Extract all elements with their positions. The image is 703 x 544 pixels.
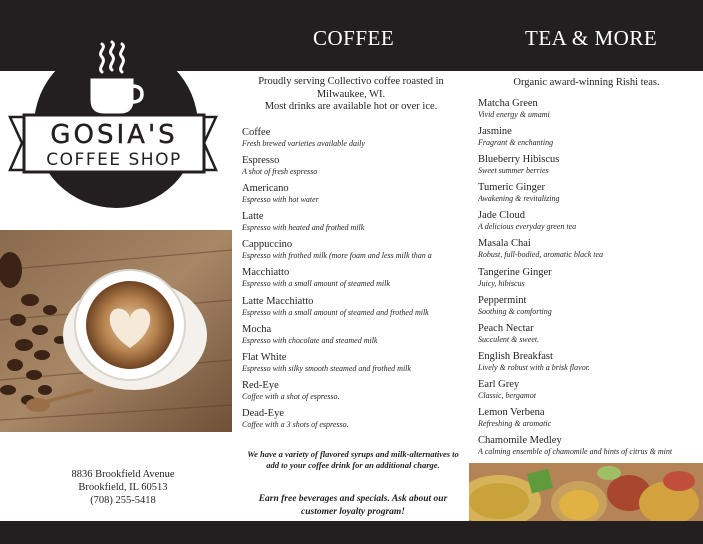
item-name: Americano (242, 183, 289, 195)
item-description: Espresso with hot water (242, 195, 319, 205)
item-description: Espresso with frothed milk (more foam and less milk than a (242, 251, 432, 261)
address-phone: (708) 255-5418 (90, 495, 156, 506)
tea-item (478, 406, 703, 434)
logo-subtitle: COFFEE SHOP (46, 150, 182, 170)
coffee-item (242, 323, 467, 351)
loyalty-note-line: customer loyalty program! (301, 506, 405, 517)
item-name: Dead-Eye (242, 407, 284, 419)
coffee-menu (242, 126, 467, 435)
syrup-note-line: add to your coffee drink for an additional charge. (266, 460, 440, 470)
item-name: Lemon Verbena (478, 407, 545, 419)
loyalty-note (238, 493, 468, 518)
item-name: Earl Grey (478, 378, 520, 390)
item-name: Masala Chai (478, 238, 531, 250)
address-city: Brookfield, IL 60513 (78, 482, 168, 493)
item-description: A shot of fresh espresso (242, 167, 318, 177)
item-description: Lively & robust with a brisk flavor. (478, 362, 590, 372)
latte-photo (0, 230, 232, 432)
item-description: Succulent & sweet. (478, 334, 540, 344)
coffee-intro-line: Most drinks are available hot or over ice. (264, 101, 438, 112)
syrup-note (238, 449, 468, 471)
item-name: Mocha (242, 323, 272, 335)
tea-item (478, 350, 703, 378)
item-description: Espresso with chocolate and steamed milk (242, 335, 378, 345)
item-name: Blueberry Hibiscus (478, 154, 560, 166)
footer-band (0, 521, 703, 544)
coffee-item (242, 407, 467, 435)
item-description: Espresso with heated and frothed milk (242, 223, 365, 233)
shop-logo (8, 20, 218, 220)
item-description: Fragrant & enchanting (478, 138, 554, 148)
item-description: Espresso with a small amount of steamed milk (242, 279, 390, 289)
tea-item (478, 322, 703, 350)
item-name: Flat White (242, 351, 287, 363)
loyalty-note-line: Earn free beverages and specials. Ask about our (258, 494, 448, 504)
item-name: Coffee (242, 127, 271, 138)
logo-name: GOSIA'S (50, 120, 178, 150)
item-name: Latte Macchiatto (242, 295, 314, 307)
coffee-intro (238, 76, 464, 114)
tea-section-title: TEA & MORE (525, 26, 658, 50)
item-description: Sweet summer berries (478, 166, 549, 176)
tea-item (478, 237, 703, 265)
item-description: Soothing & comforting (478, 306, 552, 316)
item-name: Matcha Green (478, 98, 538, 109)
item-name: English Breakfast (478, 350, 553, 362)
item-description: Robust, full-bodied, aromatic black tea (478, 250, 604, 260)
tea-item (478, 97, 703, 125)
item-name: Cappuccino (242, 239, 293, 251)
item-description: Awakening & revitalizing (478, 194, 560, 204)
coffee-item (242, 295, 467, 323)
item-name: Jade Cloud (478, 210, 525, 222)
item-description: Coffee with a shot of espresso. (242, 391, 340, 401)
address-street: 8836 Brookfield Avenue (71, 469, 175, 480)
coffee-intro-line: Proudly serving Collectivo coffee roasted in (258, 76, 444, 87)
item-description: Vivid energy & umami (478, 110, 550, 119)
coffee-section-title: COFFEE (313, 26, 395, 50)
coffee-item (242, 126, 467, 154)
item-name: Jasmine (478, 126, 512, 138)
shop-address (40, 468, 206, 507)
tea-item (478, 153, 703, 181)
coffee-item (242, 351, 467, 379)
tea-item (478, 434, 703, 462)
coffee-item (242, 238, 467, 266)
item-name: Peach Nectar (478, 322, 534, 334)
item-description: A calming ensemble of chamomile and hints of citrus & mint (478, 447, 673, 457)
tea-item (478, 294, 703, 322)
coffee-intro-line: Milwaukee, WI. (316, 88, 386, 100)
item-description: Espresso with a small amount of steamed and frothed milk (242, 307, 429, 317)
item-description: Fresh brewed varieties available daily (242, 139, 365, 148)
coffee-item (242, 266, 467, 294)
item-description: A delicious everyday green tea (478, 222, 577, 232)
item-description: Refreshing & aromatic (478, 419, 552, 429)
tea-item (478, 181, 703, 209)
item-description: Juicy, hibiscus (478, 278, 525, 288)
item-name: Tangerine Ginger (478, 266, 552, 278)
coffee-item (242, 379, 467, 407)
item-description: Espresso with silky smooth steamed and frothed milk (242, 363, 411, 373)
item-name: Red-Eye (242, 379, 279, 391)
syrup-note-line: We have a variety of flavored syrups and milk-alternatives to (247, 449, 459, 459)
item-name: Peppermint (478, 294, 527, 306)
tea-item (478, 266, 703, 294)
tea-item (478, 209, 703, 237)
tea-intro: Organic award-winning Rishi teas. (513, 77, 660, 88)
item-name: Latte (242, 211, 264, 223)
coffee-item (242, 182, 467, 210)
coffee-item (242, 154, 467, 182)
item-name: Macchiatto (242, 267, 290, 279)
item-description: Coffee with a 3 shots of espresso. (242, 419, 349, 429)
item-name: Chamomile Medley (478, 435, 562, 447)
item-name: Tumeric Ginger (478, 182, 545, 194)
tea-menu (478, 97, 703, 462)
tea-item (478, 125, 703, 153)
coffee-item (242, 210, 467, 238)
item-description: Classic, bergamot (478, 390, 536, 400)
loose-tea-photo (469, 463, 703, 521)
tea-item (478, 378, 703, 406)
item-name: Espresso (242, 155, 280, 167)
